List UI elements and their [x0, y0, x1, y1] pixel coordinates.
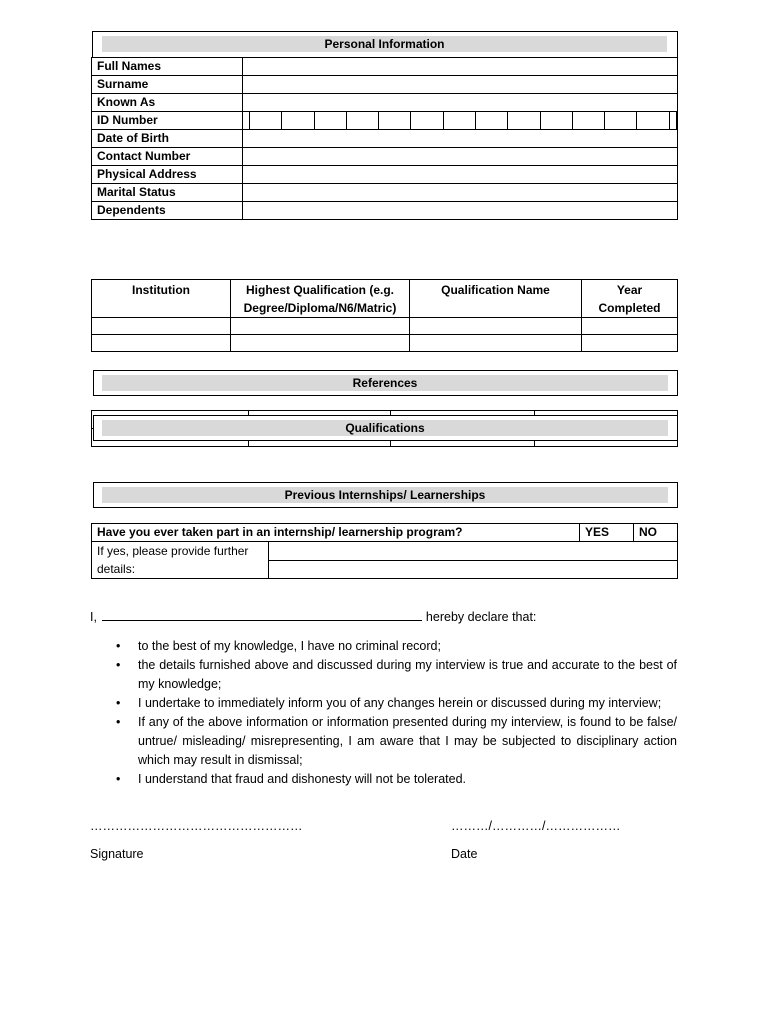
list-item: • I undertake to immediately inform you of any changes herein or discussed during my interview;	[138, 694, 677, 713]
list-item: • the details furnished above and discussed during my interview is true and accurate to the best of my knowledge;	[116, 658, 677, 691]
physical-address-field[interactable]	[243, 166, 678, 184]
table-row	[92, 524, 678, 542]
bullet-icon: •	[116, 772, 121, 786]
details-label: If yes, please provide further details:	[92, 542, 269, 579]
contact-number-field[interactable]	[243, 148, 678, 166]
table-row	[92, 58, 678, 76]
personal-info-header	[92, 31, 678, 58]
table-row	[92, 202, 678, 220]
field-label: Date of Birth	[92, 130, 243, 148]
declaration-list	[116, 637, 677, 789]
column-header-institution: Institution	[92, 280, 231, 318]
id-number-field[interactable]	[243, 112, 678, 130]
list-item: • to the best of my knowledge, I have no criminal record;	[138, 637, 677, 656]
marital-status-field[interactable]	[243, 184, 678, 202]
column-header-year-completed: Year Completed	[582, 280, 678, 318]
bullet-icon: •	[116, 715, 121, 729]
details-field-2[interactable]	[269, 560, 678, 579]
table-row	[92, 130, 678, 148]
table-row	[92, 335, 678, 352]
field-label: Surname	[92, 76, 243, 94]
table-row	[92, 542, 678, 561]
surname-field[interactable]	[243, 76, 678, 94]
id-number-cells	[249, 112, 677, 129]
date-of-birth-field[interactable]	[243, 130, 678, 148]
known-as-field[interactable]	[243, 94, 678, 112]
table-cell[interactable]	[231, 318, 410, 335]
internships-title: Previous Internships/ Learnerships	[102, 487, 668, 503]
table-row	[92, 76, 678, 94]
personal-info-title: Personal Information	[102, 36, 667, 52]
field-label: ID Number	[92, 112, 243, 130]
table-row	[92, 166, 678, 184]
field-label: Dependents	[92, 202, 243, 220]
signature-line[interactable]: ……………………………………………	[90, 819, 303, 833]
column-header-highest-qualification: Highest Qualification (e.g. Degree/Diploma/N6/Matric)	[231, 280, 410, 318]
table-cell[interactable]	[582, 335, 678, 352]
list-item: • I understand that fraud and dishonesty will not be tolerated.	[138, 770, 677, 789]
internships-table	[91, 523, 678, 579]
signature-label: Signature	[90, 847, 144, 861]
table-cell[interactable]	[410, 335, 582, 352]
internship-question: Have you ever taken part in an internship/ learnership program?	[92, 524, 580, 542]
references-header	[93, 370, 678, 396]
field-label: Known As	[92, 94, 243, 112]
declaration-prefix: I,	[90, 610, 97, 624]
field-label: Contact Number	[92, 148, 243, 166]
bullet-icon: •	[116, 696, 121, 710]
table-cell[interactable]	[92, 318, 231, 335]
qualifications-header	[93, 415, 678, 441]
date-line[interactable]: ………/…………/………………	[451, 819, 621, 833]
table-row	[92, 318, 678, 335]
date-label: Date	[451, 847, 478, 861]
table-row	[92, 112, 678, 130]
field-label: Marital Status	[92, 184, 243, 202]
table-cell[interactable]	[582, 318, 678, 335]
qualifications-title: Qualifications	[102, 420, 668, 436]
personal-info-table	[91, 57, 678, 220]
table-cell[interactable]	[410, 318, 582, 335]
education-table	[91, 279, 678, 352]
list-item: • If any of the above information or information presented during my interview, is found to be false/ untrue/ misleading/ misrepresenting, I am aware that I may be subjected to disciplinary action which may result in dismissal;	[116, 715, 677, 767]
table-cell[interactable]	[231, 335, 410, 352]
table-header-row	[92, 280, 678, 318]
bullet-icon: •	[116, 639, 121, 653]
table-row	[92, 184, 678, 202]
table-cell[interactable]	[92, 335, 231, 352]
field-label: Full Names	[92, 58, 243, 76]
column-header-qualification-name: Qualification Name	[410, 280, 582, 318]
declaration-suffix: hereby declare that:	[425, 610, 537, 624]
references-title: References	[102, 375, 668, 391]
full-names-field[interactable]	[243, 58, 678, 76]
dependents-field[interactable]	[243, 202, 678, 220]
field-label: Physical Address	[92, 166, 243, 184]
table-row	[92, 148, 678, 166]
details-field-1[interactable]	[269, 542, 678, 561]
declaration-line	[90, 608, 680, 628]
table-row	[92, 94, 678, 112]
yes-option[interactable]: YES	[580, 524, 634, 542]
name-input-line[interactable]	[102, 608, 422, 621]
no-option[interactable]: NO	[634, 524, 678, 542]
internships-header	[93, 482, 678, 508]
bullet-icon: •	[116, 658, 121, 672]
